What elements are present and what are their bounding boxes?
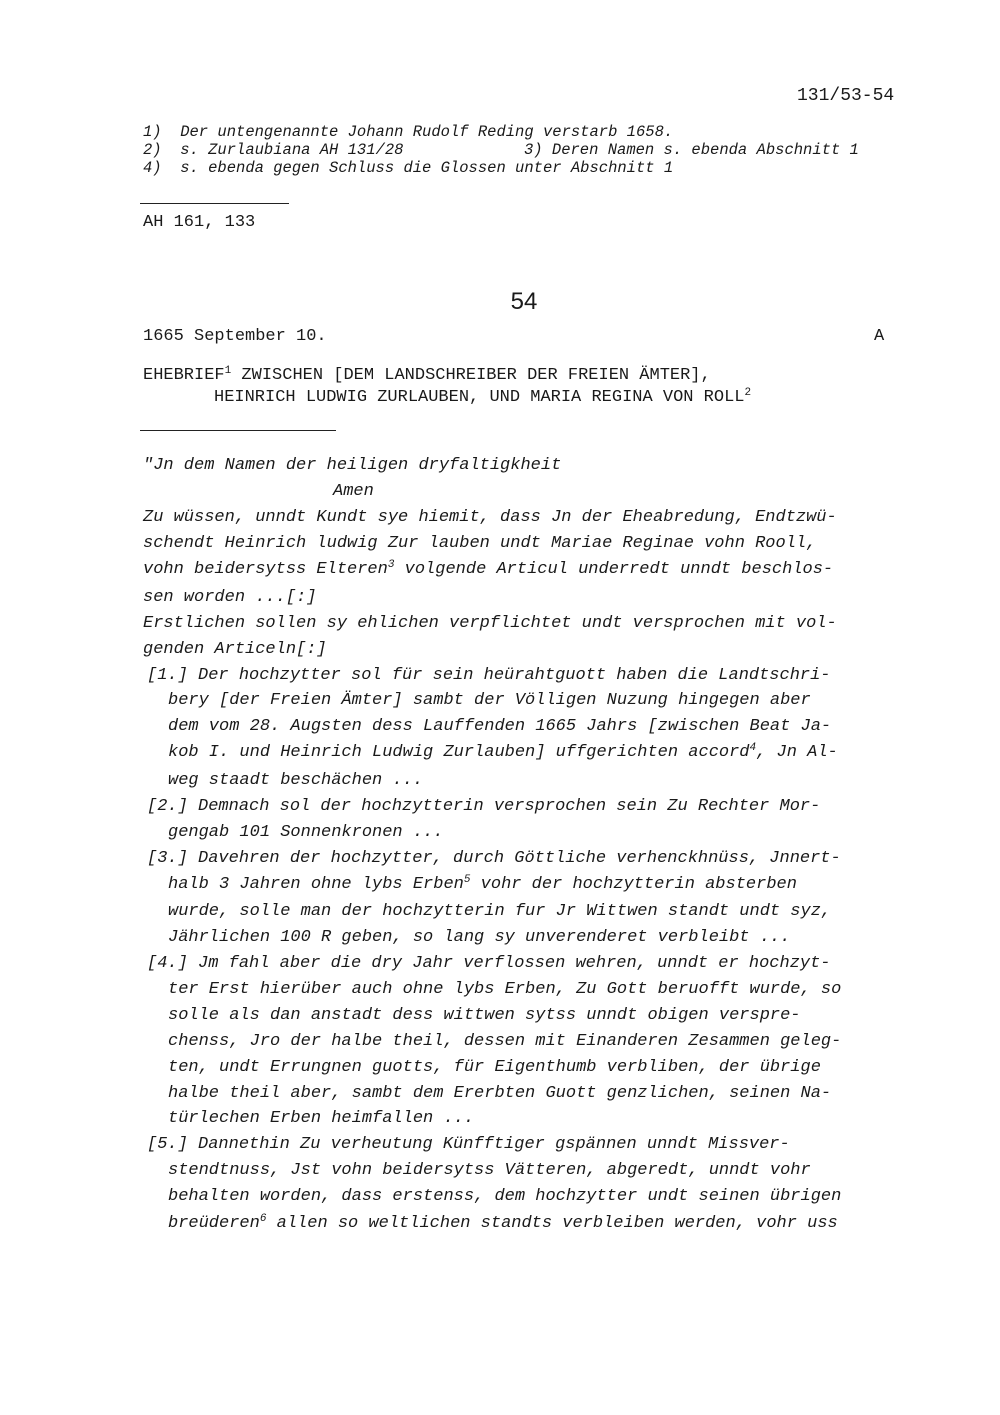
body-line: gengab 101 Sonnenkronen ... — [168, 823, 444, 842]
body-line: türlechen Erben heimfallen ... — [168, 1109, 475, 1128]
body-line: Amen — [333, 482, 374, 501]
body-line: [3.] Davehren der hochzytter, durch Göttliche verhenckhnüss, Jnnert- — [147, 849, 841, 868]
body-line: wurde, solle man der hochzytterin fur Jr Wittwen standt undt syz, — [168, 902, 832, 921]
body-line: [4.] Jm fahl aber die dry Jahr verflossen wehren, unndt er hochzyt- — [147, 954, 831, 973]
document-number: 54 — [510, 288, 538, 315]
footnote-marker: 4 — [749, 742, 757, 754]
separator-rule — [140, 430, 336, 431]
body-line: Erstlichen sollen sy ehlichen verpflichtet undt versprochen mit vol- — [143, 614, 837, 633]
body-line: ten, undt Errungnen guotts, für Eigenthumb verbliben, der übrige — [168, 1058, 821, 1077]
body-line: breüderen$^6$ allen so weltlichen standts verbleiben werden, vohr uss — [168, 1213, 838, 1233]
footnote-marker: 1 — [224, 365, 232, 377]
source-reference: AH 161, 133 — [143, 213, 256, 232]
separator-rule — [140, 203, 289, 204]
body-line: solle als dan anstadt dess wittwen sytss unndt obigen verspre- — [168, 1006, 801, 1025]
footnote-marker: 3 — [387, 559, 395, 571]
page-reference: 131/53-54 — [797, 86, 895, 106]
body-line: behalten worden, dass erstenss, dem hochzytter undt seinen übrigen — [168, 1187, 842, 1206]
body-line: [5.] Dannethin Zu verheutung Künfftiger gspännen unndt Missver- — [147, 1135, 790, 1154]
body-line: dem vom 28. Augsten dess Lauffenden 1665 Jahrs [zwischen Beat Ja- — [168, 717, 832, 736]
body-line: ter Erst hierüber auch ohne lybs Erben, Zu Gott beruofft wurde, so — [168, 980, 842, 999]
body-line: Zu wüssen, unndt Kundt sye hiemit, dass Jn der Eheabredung, Endtzwü- — [143, 508, 837, 527]
body-line: "Jn dem Namen der heiligen dryfaltigkheit — [143, 456, 562, 475]
footnote-marker: 2 — [744, 387, 752, 399]
body-line: halb 3 Jahren ohne lybs Erben$^5$ vohr der hochzytterin absterben — [168, 874, 797, 894]
body-line: weg staadt beschächen ... — [168, 771, 424, 790]
body-line: genden Articeln[:] — [143, 640, 327, 659]
footnote-line: 2) s. Zurlaubiana AH 131/28 — [143, 141, 404, 159]
footnote-marker: 5 — [463, 874, 471, 886]
document-title-line-1: EHEBRIEF$^1$ ZWISCHEN [DEM LANDSCHREIBER DER FREIEN ÄMTER], — [143, 365, 711, 385]
footnote-marker: 6 — [259, 1213, 267, 1225]
footnote-line: 1) Der untengenannte Johann Rudolf Reding verstarb 1658. — [143, 123, 674, 141]
body-line: chenss, Jro der halbe theil, dessen mit Einanderen Zesammen geleg- — [168, 1032, 842, 1051]
body-line: [1.] Der hochzytter sol für sein heürahtguott haben die Landtschri- — [147, 666, 831, 685]
body-line: schendt Heinrich ludwig Zur lauben undt Mariae Reginae vohn Rooll, — [143, 534, 817, 553]
body-line: halbe theil aber, sambt dem Ererbten Guott genzlichen, seinen Na- — [168, 1084, 832, 1103]
body-line: vohn beidersytss Elteren$^3$ volgende Articul underredt unndt beschlos- — [143, 559, 834, 579]
footnote-line-col2: 3) Deren Namen s. ebenda Abschnitt 1 — [524, 141, 859, 159]
body-line: kob I. und Heinrich Ludwig Zurlauben] uffgerichten accord$^4$, Jn Al- — [168, 742, 838, 762]
body-line: [2.] Demnach sol der hochzytterin versprochen sein Zu Rechter Mor- — [147, 797, 821, 816]
body-line: stendtnuss, Jst vohn beidersytss Vätteren, abgeredt, unndt vohr — [168, 1161, 811, 1180]
body-line: bery [der Freien Ämter] sambt der Völligen Nuzung hingegen aber — [168, 691, 811, 710]
document-date: 1665 September 10. — [143, 327, 327, 346]
footnote-line: 4) s. ebenda gegen Schluss die Glossen unter Abschnitt 1 — [143, 159, 674, 177]
document-title-line-2: HEINRICH LUDWIG ZURLAUBEN, UND MARIA REGINA VON ROLL$^2$ — [214, 387, 752, 407]
document-flag: A — [874, 327, 885, 346]
body-line: Jährlichen 100 R geben, so lang sy unverenderet verbleibt ... — [168, 928, 791, 947]
body-line: sen worden ...[:] — [143, 588, 317, 607]
